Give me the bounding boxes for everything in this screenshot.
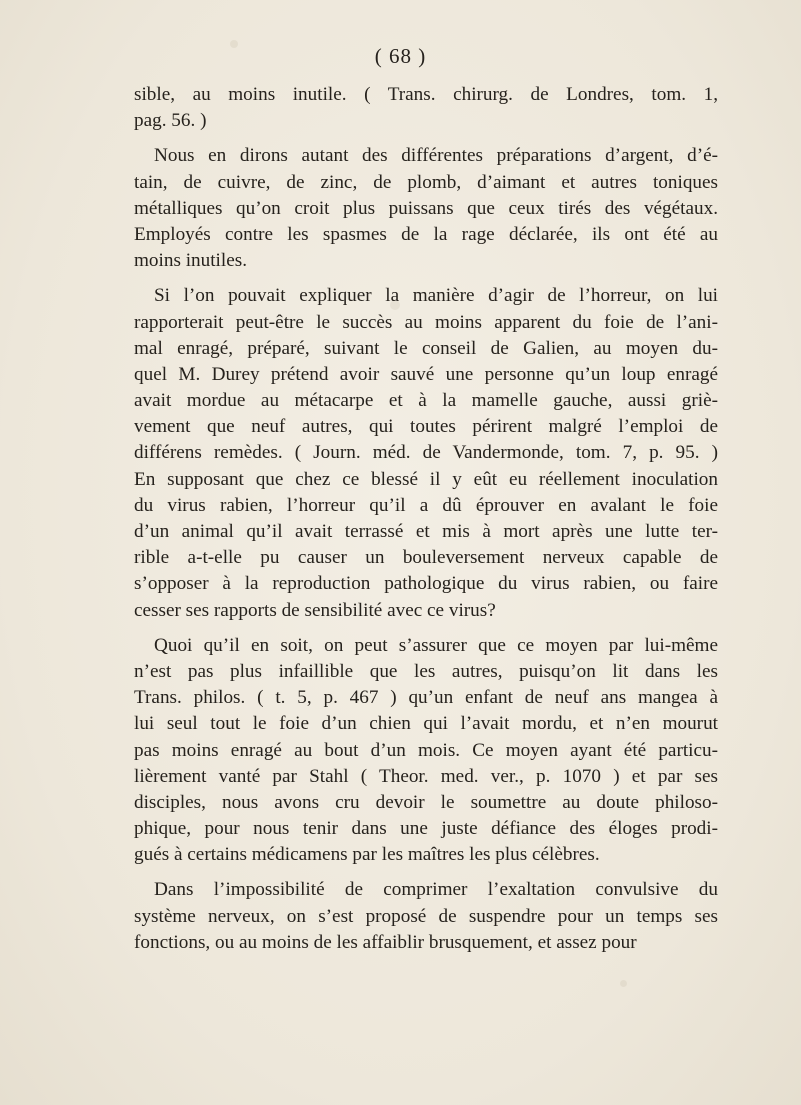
paragraph [134,143,718,274]
paragraph [134,82,718,134]
text-line: fonctions, ou au moins de les affaiblir brusquement, et assez pour [134,931,637,953]
text-line: Dans l’impossibilité de comprimer l’exaltation convulsive du [154,879,718,901]
page-number: ( 68 ) [374,44,427,68]
text-line: n’est pas plus infaillible que les autres, puisqu’on lit dans les [134,660,718,682]
body-text [134,82,718,956]
text-line: disciples, nous avons cru devoir le soumettre au doute philoso- [134,791,718,813]
text-line: gués à certains médicamens par les maîtres les plus célèbres. [134,844,600,866]
text-line: d’un animal qu’il avait terrassé et mis à mort après une lutte ter- [134,521,718,542]
text-line: phique, pour nous tenir dans une juste défiance des éloges prodi- [134,818,718,840]
text-line: En supposant que chez ce blessé il y eût eu réellement inoculation [134,468,718,490]
text-line: mal enragé, préparé, suivant le conseil de Galien, au moyen du- [134,337,718,359]
text-line: vement que neuf autres, qui toutes périrent malgré l’emploi de [134,416,718,438]
text-line: Nous en dirons autant des différentes préparations d’argent, d’é- [154,145,718,167]
text-line: pas moins enragé au bout d’un mois. Ce moyen ayant été particu- [134,739,718,761]
paragraph-gap [134,134,718,143]
text-line: système nerveux, on s’est proposé de suspendre pour un temps ses [134,905,718,927]
text-line: pag. 56. ) [134,110,207,132]
paragraph [134,633,718,869]
text-line: tain, de cuivre, de zinc, de plomb, d’aimant et autres toniques [134,171,718,193]
paragraph-gap [134,624,718,633]
paragraph-gap [134,868,718,877]
text-line: différens remèdes. ( Journ. méd. de Vandermonde, tom. 7, p. 95. ) [134,442,718,464]
paragraph [134,877,718,956]
text-line: métalliques qu’on croit plus puissans que ceux tirés des végétaux. [134,197,718,219]
text-line: Employés contre les spasmes de la rage déclarée, ils ont été au [134,223,718,245]
text-line: moins inutiles. [134,250,247,272]
paragraph-gap [134,274,718,283]
paragraph [134,283,718,623]
text-line: s’opposer à la reproduction pathologique du virus rabien, ou faire [134,573,718,595]
text-line: lièrement vanté par Stahl ( Theor. med. ver., p. 1070 ) et par ses [134,765,718,787]
text-line: Quoi qu’il en soit, on peut s’assurer que ce moyen par lui-même [154,634,718,656]
text-line: sible, au moins inutile. ( Trans. chirurg. de Londres, tom. 1, [134,84,718,105]
paper-stain [620,980,627,987]
text-line: rible a-t-elle pu causer un bouleversement nerveux capable de [134,547,718,569]
text-line: rapporterait peut-être le succès au moins apparent du foie de l’ani- [134,311,718,333]
text-line: du virus rabien, l’horreur qu’il a dû éprouver en avalant le foie [134,494,718,516]
text-line: lui seul tout le foie d’un chien qui l’avait mordu, et n’en mourut [134,713,718,735]
text-line: avait mordue au métacarpe et à la mamelle gauche, aussi griè- [134,390,718,412]
text-line: cesser ses rapports de sensibilité avec ce virus? [134,599,496,621]
text-line: Si l’on pouvait expliquer la manière d’agir de l’horreur, on lui [154,285,718,307]
text-line: quel M. Durey prétend avoir sauvé une personne qu’un loup enragé [134,363,718,385]
text-line: Trans. philos. ( t. 5, p. 467 ) qu’un enfant de neuf ans mangea à [134,687,718,709]
